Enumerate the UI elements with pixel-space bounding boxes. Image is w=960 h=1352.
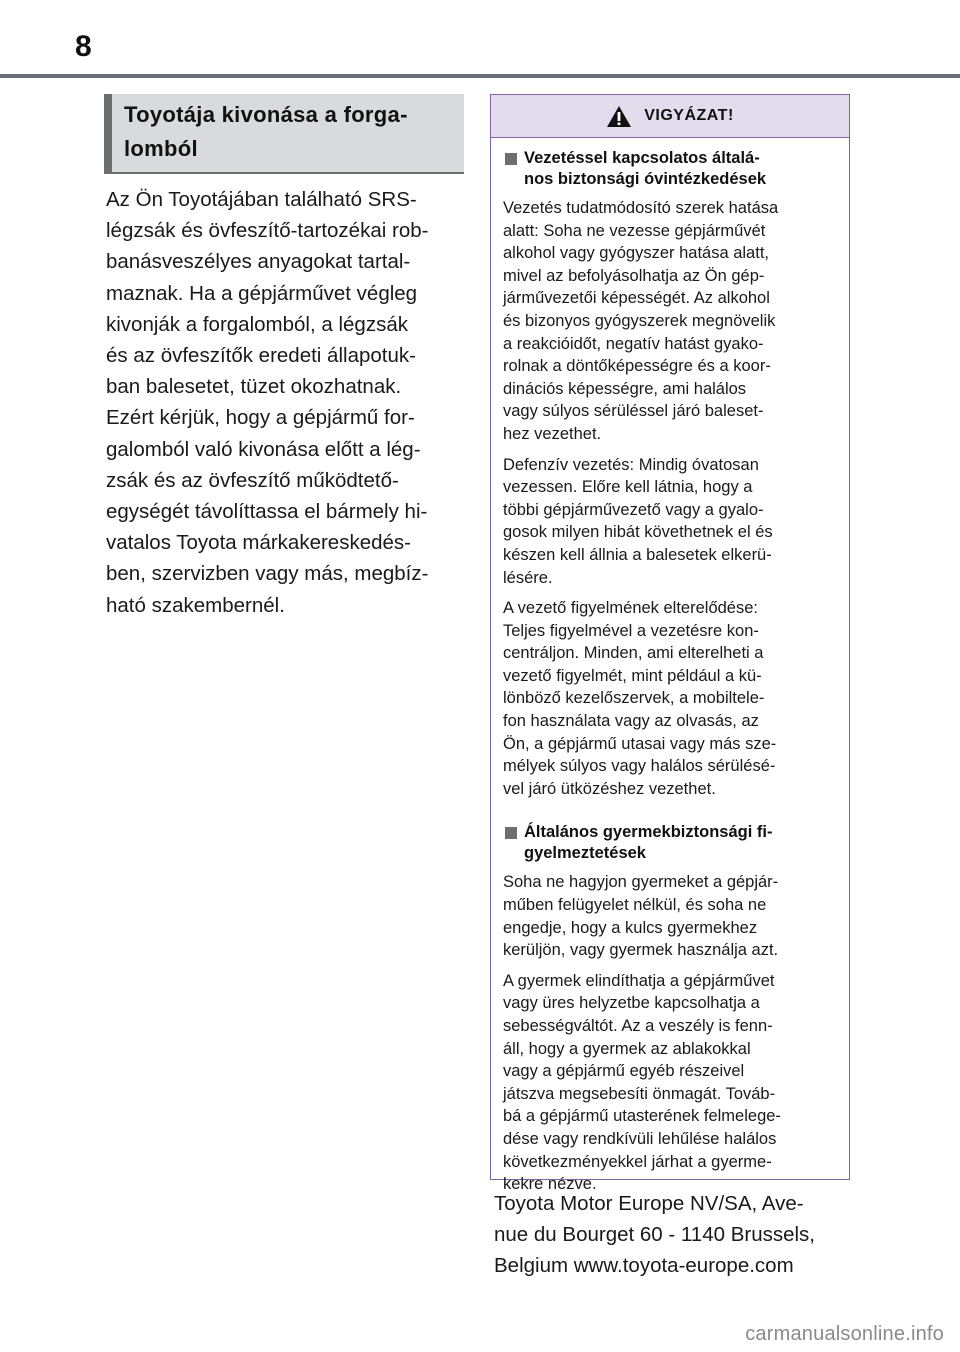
header-rule [0, 74, 960, 78]
warning-body [491, 138, 849, 1196]
section-heading: Toyotája kivonása a forga- lomból [104, 94, 464, 174]
square-bullet-icon [505, 827, 517, 839]
warning-paragraph: Vezetés tudatmódosító szerek hatása alatt: Soha ne vezesse gépjárművét alkohol vagy gyógyszer hatása alatt, mivel az befolyásolhatja az Ön gép- járművezetői képességét. Az alkohol és bizonyos gyógyszerek megnövelik a reakcióidőt, negatív hatást gyako- rolnak a döntőképességre és a koor- dinációs képességre, ami halálos vagy súlyos sérüléssel járó baleset- hez vezethet. [503, 199, 779, 443]
warning-subheading-child-safety [503, 822, 837, 864]
warning-paragraph: A vezető figyelmének elterelődése: Teljes figyelmével a vezetésre kon- centráljon. Minden, ami elterelheti a vezető figyelmét, mint például a kü- lönböző kezelőszervek, a mobiltele- fon használata vagy az olvasás, az Ön, a gépjármű utasai vagy más sze- mélyek súlyos vagy halálos sérülésé- vel járó ütközéshez vezethet. [503, 599, 777, 798]
square-bullet-icon [505, 153, 517, 165]
warning-triangle-icon [606, 105, 632, 128]
warning-subheading-text: Általános gyermekbiztonsági fi- gyelmeztetések [524, 823, 773, 863]
watermark: carmanualsonline.info [745, 1323, 944, 1345]
warning-header [491, 95, 849, 138]
left-column [104, 94, 464, 621]
section-body-text: Az Ön Toyotájában található SRS- légzsák és övfeszítő-tartozékai rob- banásveszélyes anyagokat tartal- maznak. Ha a gépjárművet végleg kivonják a forgalomból, a légzsák és az övfeszítők eredeti állapotuk- ban balesetet, tüzet okozhatnak. Ezért kérjük, hogy a gépjármű for- galomból való kivonása előtt a lég- zsák és az övfeszítő működtető- egységét távolíttassa el bármely hi- vatalos Toyota márkakereskedés- ben, szervizben vagy más, megbíz- ható szakembernél. [106, 188, 429, 617]
page-number: 8 [75, 30, 92, 63]
warning-subheading-driving [503, 148, 837, 190]
warning-paragraph: Soha ne hagyjon gyermeket a gépjár- műben felügyelet nélkül, és soha ne engedje, hogy a kulcs gyermekhez kerüljön, vagy gyermek használja azt. [503, 873, 779, 960]
warning-subheading-text: Vezetéssel kapcsolatos általá- nos biztonsági óvintézkedések [524, 149, 767, 188]
warning-box [490, 94, 850, 1194]
warning-paragraph: A gyermek elindíthatja a gépjárművet vagy üres helyzetbe kapcsolhatja a sebességváltót. Az a veszély is fenn- áll, hogy a gyermek az ablakokkal vagy a gépjármű egyéb részeivel játszva megsebesíti önmagát. Továb- bá a gépjármű utasterének felmelege- dése vagy rendkívüli lehűlése halálos következményekkel járhat a gyerme- kekre nézve. [503, 971, 781, 1194]
manufacturer-address: Toyota Motor Europe NV/SA, Ave- nue du Bourget 60 - 1140 Brussels, Belgium www.toyota-europe.com [494, 1192, 815, 1278]
warning-paragraph: Defenzív vezetés: Mindig óvatosan vezessen. Előre kell látnia, hogy a többi gépjárművezető vagy a gyalo- gosok milyen hibát követhetnek el és készen kell állnia a balesetek elkerü- lésére. [503, 455, 773, 587]
warning-title: VIGYÁZAT! [644, 107, 734, 124]
